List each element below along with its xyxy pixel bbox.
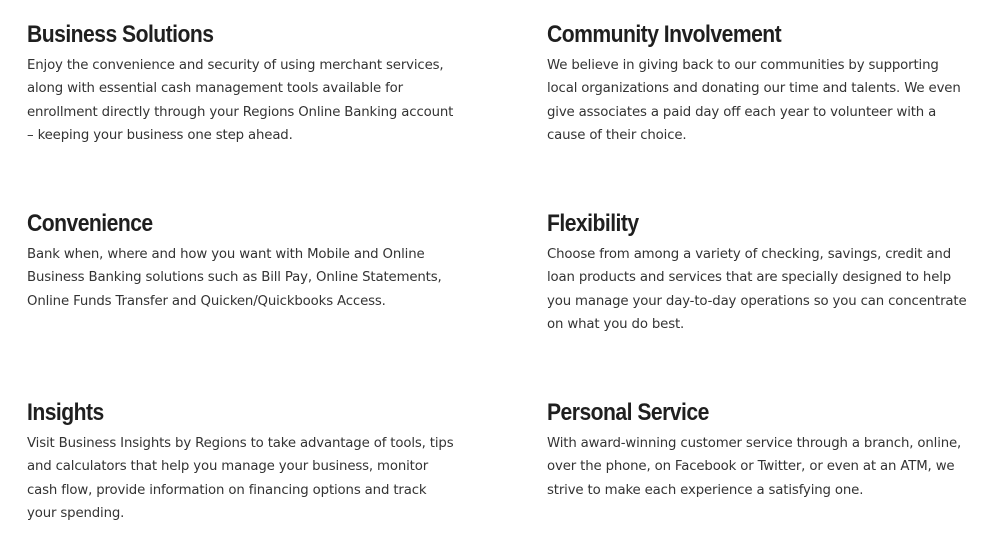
feature-title: Business Solutions [27,21,214,48]
feature-insights [27,398,457,525]
feature-business-solutions [27,20,457,147]
feature-title: Flexibility [547,210,639,237]
feature-title: Personal Service [547,399,709,426]
feature-personal-service [547,398,972,502]
feature-community-involvement [547,20,972,147]
feature-description: Visit Business Insights by Regions to take advantage of tools, tips and calculators that help you manage your business, monitor cash flow, provide information on financing options and track your spending. [27,436,454,521]
feature-title: Insights [27,399,104,426]
feature-description: We believe in giving back to our communities by supporting local organizations and donating our time and talents. We even give associates a paid day off each year to volunteer with a cause of their choice. [547,58,961,143]
feature-description: Choose from among a variety of checking, savings, credit and loan products and services that are specially designed to help you manage your day-to-day operations so you can concentrate on what you do best. [547,247,967,332]
feature-description: Enjoy the convenience and security of using merchant services, along with essential cash management tools available for enrollment directly through your Regions Online Banking account – keeping your business one step ahead. [27,58,454,143]
feature-description: Bank when, where and how you want with Mobile and Online Business Banking solutions such as Bill Pay, Online Statements, Online Funds Transfer and Quicken/Quickbooks Access. [27,247,442,309]
feature-title: Community Involvement [547,21,782,48]
feature-convenience [27,209,457,313]
feature-title: Convenience [27,210,153,237]
feature-description: With award-winning customer service through a branch, online, over the phone, on Facebook or Twitter, or even at an ATM, we strive to make each experience a satisfying one. [547,436,962,498]
feature-flexibility [547,209,972,336]
